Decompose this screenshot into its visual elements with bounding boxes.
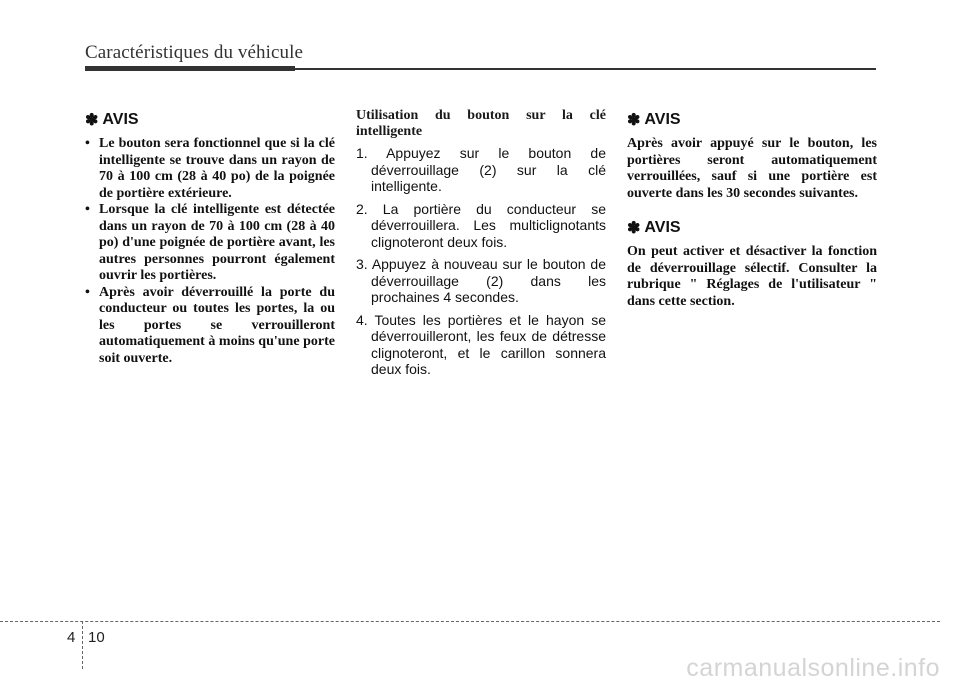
column-middle [356, 108, 606, 384]
step-item: 2. La portière du conducteur se déverrouillera. Les multiclignotants clignoteront deux fois. [356, 200, 606, 250]
avis-label: AVIS [644, 219, 681, 236]
step-item: 4. Toutes les portières et le hayon se déverrouilleront, les feux de détresse clignoteront, et le carillon sonnera deux fois. [356, 311, 606, 377]
column-left [85, 110, 335, 367]
avis-paragraph: Après avoir appuyé sur le bouton, les portières seront automatiquement verrouillées, sauf si une portière est ouverte dans les 30 secondes suivantes. [627, 136, 877, 201]
header-rule [85, 68, 876, 70]
list-item: • Le bouton sera fonctionnel que si la clé intelligente se trouve dans un rayon de 70 à 100 cm (28 à 40 po) de la poignée de portière extérieure. [85, 136, 335, 202]
list-item: • Après avoir déverrouillé la porte du conducteur ou toutes les portes, la ou les portes se verrouilleront automatiquement à moins qu'une porte soit ouverte. [85, 285, 335, 368]
watermark-text: carmanualsonline.info [686, 654, 940, 682]
asterisk-icon: ✽ [627, 220, 641, 237]
section-subheading: Utilisation du bouton sur la clé intelligente [356, 108, 606, 139]
notice-bullet-list [85, 136, 335, 367]
avis-heading [627, 110, 877, 130]
asterisk-icon: ✽ [85, 112, 99, 129]
step-item: 1. Appuyez sur le bouton de déverrouillage (2) sur la clé intelligente. [356, 145, 606, 194]
avis-heading [627, 218, 877, 238]
steps-list [356, 145, 606, 378]
footer-dashed-rule [0, 621, 940, 622]
column-right [627, 110, 877, 326]
list-item: • Lorsque la clé intelligente est détectée dans un rayon de 70 à 100 cm (28 à 40 po) d'une poignée de portière avant, les autres personnes pourront également ouvrir les portières. [85, 202, 335, 285]
footer-dashed-divider [82, 621, 83, 669]
avis-label: AVIS [644, 111, 681, 128]
step-item: 3. Appuyez à nouveau sur le bouton de déverrouillage (2) dans les prochaines 4 secondes. [356, 256, 606, 305]
avis-label: AVIS [102, 111, 139, 128]
chapter-number: 4 [67, 629, 76, 646]
avis-paragraph: On peut activer et désactiver la fonction de déverrouillage sélectif. Consulter la rubrique " Réglages de l'utilisateur " dans cette section. [627, 244, 877, 309]
avis-heading [85, 110, 335, 130]
page-header-title: Caractéristiques du véhicule [85, 42, 304, 63]
page-number: 10 [88, 629, 105, 646]
asterisk-icon: ✽ [627, 112, 641, 129]
